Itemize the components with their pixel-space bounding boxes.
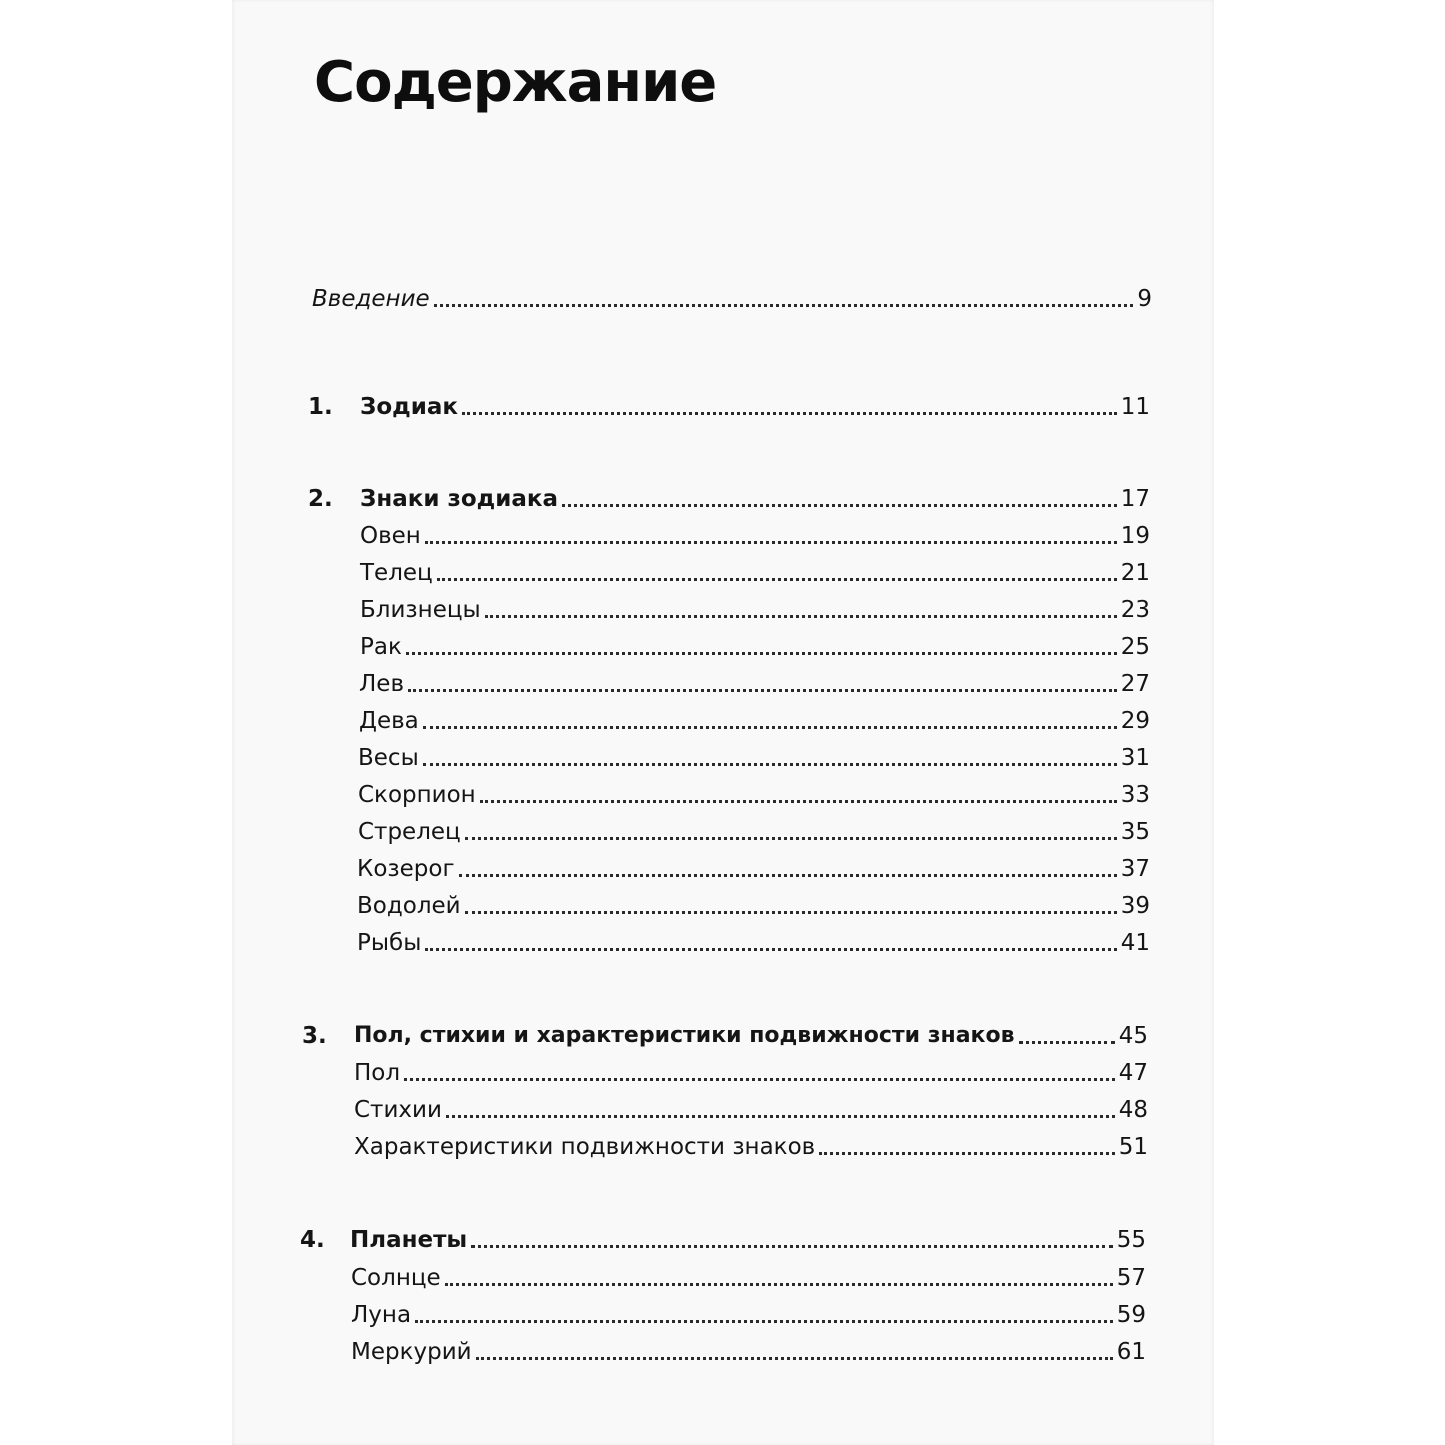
toc-entry (360, 554, 1150, 588)
dot-leader (459, 874, 1117, 877)
dot-leader (423, 726, 1117, 729)
toc-entry-page: 61 (1116, 1339, 1146, 1365)
toc-section-page: 17 (1120, 486, 1150, 512)
toc-section-number: 3. (302, 1023, 327, 1049)
toc-section-4 (300, 1221, 1146, 1255)
dot-leader (404, 1078, 1115, 1081)
toc-entry-page: 33 (1120, 782, 1150, 808)
toc-entry (351, 1333, 1146, 1367)
dot-leader (408, 689, 1117, 692)
toc-entry (360, 628, 1150, 662)
toc-entry-label: Солнце (351, 1265, 441, 1291)
toc-entry-label: Стихии (354, 1097, 442, 1123)
toc-entry-label: Козерог (357, 856, 455, 882)
toc-entry-page: 57 (1116, 1265, 1146, 1291)
toc-entry-page: 27 (1120, 671, 1150, 697)
toc-entry-label: Дева (359, 708, 419, 734)
toc-entry-label: Скорпион (358, 782, 476, 808)
toc-section-label: Планеты (350, 1227, 468, 1253)
toc-entry (357, 887, 1150, 921)
dot-leader (415, 1320, 1113, 1323)
toc-entry (360, 517, 1150, 551)
toc-entry (359, 665, 1150, 699)
toc-entry-label: Характеристики подвижности знаков (354, 1134, 816, 1160)
dot-leader (425, 948, 1116, 951)
toc-entry-label: Меркурий (351, 1339, 472, 1365)
toc-entry-page: 19 (1120, 523, 1150, 549)
dot-leader (465, 837, 1117, 840)
dot-leader (434, 304, 1134, 307)
toc-entry-label: Близнецы (360, 597, 481, 623)
dot-leader (423, 763, 1117, 766)
toc-section-page: 55 (1116, 1227, 1146, 1253)
toc-entry-label: Овен (360, 523, 421, 549)
toc-entry-page: 31 (1120, 745, 1150, 771)
toc-entry-page: 41 (1120, 930, 1150, 956)
toc-entry-page: 37 (1120, 856, 1150, 882)
toc-entry-label: Лев (359, 671, 405, 697)
toc-entry-label: Рыбы (357, 930, 422, 956)
dot-leader (406, 652, 1117, 655)
toc-entry-page: 29 (1120, 708, 1150, 734)
dot-leader (471, 1245, 1112, 1248)
toc-entry (357, 850, 1150, 884)
toc-entry-page: 25 (1120, 634, 1150, 660)
toc-entry (354, 1091, 1148, 1125)
toc-entry (354, 1054, 1148, 1088)
toc-section-2 (308, 480, 1150, 514)
toc-entry (359, 702, 1150, 736)
dot-leader (445, 1283, 1113, 1286)
toc-section-label: Знаки зодиака (360, 486, 558, 512)
toc-entry (351, 1296, 1146, 1330)
toc-entry-page: 39 (1120, 893, 1150, 919)
toc-section-1 (308, 388, 1150, 422)
toc-entry-label: Стрелец (358, 819, 461, 845)
dot-leader (819, 1152, 1115, 1155)
toc-entry-page: 48 (1118, 1097, 1148, 1123)
dot-leader (562, 504, 1117, 507)
page-title: Содержание (314, 50, 717, 115)
toc-entry-label: Пол (354, 1060, 401, 1086)
dot-leader (476, 1357, 1113, 1360)
toc-section-page: 45 (1118, 1023, 1148, 1049)
toc-entry (354, 1128, 1148, 1162)
toc-entry-page: 59 (1116, 1302, 1146, 1328)
toc-entry-label: Водолей (357, 893, 461, 919)
toc-entry-page: 9 (1137, 286, 1152, 312)
toc-entry (351, 1259, 1146, 1293)
toc-entry (358, 739, 1150, 773)
toc-section-3 (302, 1017, 1148, 1051)
toc-entry (358, 776, 1150, 810)
toc-entry-page: 35 (1120, 819, 1150, 845)
toc-entry-label: Телец (360, 560, 433, 586)
toc-entry-page: 47 (1118, 1060, 1148, 1086)
dot-leader (1019, 1041, 1115, 1044)
toc-entry-intro (312, 280, 1152, 314)
toc-section-page: 11 (1120, 394, 1150, 420)
dot-leader (425, 541, 1117, 544)
toc-entry-label: Весы (358, 745, 419, 771)
dot-leader (465, 911, 1117, 914)
dot-leader (437, 578, 1117, 581)
toc-entry-label: Введение (312, 286, 430, 312)
dot-leader (462, 412, 1117, 415)
toc-entry-label: Рак (360, 634, 402, 660)
dot-leader (480, 800, 1117, 803)
toc-entry-page: 21 (1120, 560, 1150, 586)
toc-section-label: Пол, стихии и характеристики подвижности знаков (354, 1023, 1015, 1048)
toc-entry-page: 51 (1118, 1134, 1148, 1160)
toc-entry (358, 813, 1150, 847)
toc-section-number: 1. (308, 394, 333, 420)
toc-entry-label: Луна (351, 1302, 412, 1328)
toc-entry-page: 23 (1120, 597, 1150, 623)
toc-entry (357, 924, 1150, 958)
book-page (232, 0, 1214, 1445)
toc-section-label: Зодиак (360, 394, 458, 420)
toc-section-number: 2. (308, 486, 333, 512)
toc-entry (360, 591, 1150, 625)
dot-leader (446, 1115, 1115, 1118)
dot-leader (485, 615, 1117, 618)
toc-section-number: 4. (300, 1227, 325, 1253)
